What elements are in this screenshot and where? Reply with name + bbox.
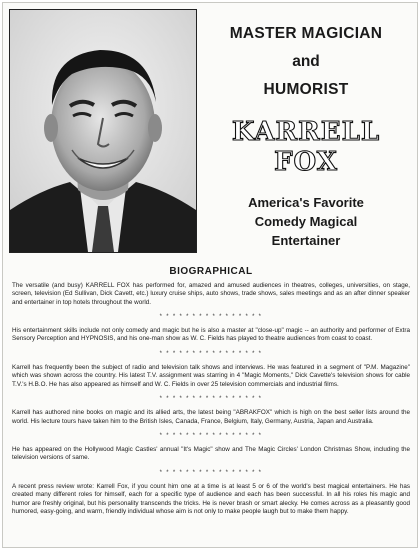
bio-paragraph: His entertainment skills include not only comedy and magic but he is also a master at "close-up" magic -- an authority and performer of Extra Sensory Perception and HYPNOSIS, and his one-man show as W. C. Fields has played to theatre audiences from coast to coast. [12, 327, 410, 343]
flyer-page [2, 2, 418, 548]
title-humorist: HUMORIST [263, 81, 349, 98]
star-divider: * * * * * * * * * * * * * * * * [159, 432, 263, 439]
portrait-image [10, 10, 196, 252]
title-master-magician: MASTER MAGICIAN [229, 25, 383, 42]
header-block [199, 25, 413, 250]
bio-paragraph: A recent press review wrote: Karrell Fox, if you count him one at a time is at least 5 or 6 of the world's best magical entertainers. He has created many different roles for himself, each for a specific type of audience and each has been successful. In all his roles his magic and humor are freshly original, but his personality transcends the tricks. He is never brash or smart alecky. He comes across as a pleasantly good humored, easy-going, and warm, friendly individual whose aim is not only to make people laugh but to make them happy. [12, 483, 410, 515]
bio-paragraph: He has appeared on the Hollywood Magic Castles' annual "It's Magic" show and The Magic Circles' London Christmas Show, including the television versions of same. [12, 446, 410, 462]
performer-name: KARRELL FOX [231, 117, 381, 177]
biography-body [12, 282, 410, 516]
bio-paragraph: Karrell has authored nine books on magic and its allied arts, the latest being "ABRAKFOX" which is high on the best seller lists around the world. His lecture tours have taken him to the British Isles, Canada, France, Belgium, Italy, Germany, Austria, Japan and Australia. [12, 409, 410, 425]
tagline-line2: Comedy Magical [254, 214, 358, 229]
portrait-photo [9, 9, 197, 253]
title-and: and [292, 53, 320, 70]
star-divider: * * * * * * * * * * * * * * * * [159, 395, 263, 402]
tagline-line1: America's Favorite [248, 195, 364, 210]
bio-paragraph: Karrell has frequently been the subject of radio and television talk shows and interviews. He was featured in a segment of "P.M. Magazine" which was shown across the country. His latest T.V. assignment was starring in 4 "Magic Moments," Dick Cavette's television shows for cable T.V.'s H.B.O. He has also appeared as himself and W. C. Fields in over 25 television commercials and industrial films. [12, 364, 410, 388]
star-divider: * * * * * * * * * * * * * * * * [159, 469, 263, 476]
tagline-line3: Entertainer [271, 233, 341, 248]
star-divider: * * * * * * * * * * * * * * * * [159, 313, 263, 320]
star-divider: * * * * * * * * * * * * * * * * [159, 350, 263, 357]
bio-paragraph: The versatile (and busy) KARRELL FOX has performed for, amazed and amused audiences in theatres, colleges, universities, on stage, screen, television (Ed Sullivan, Dick Cavett, etc.) luxury cruise ships, auto shows, trade shows, sales meetings and as an after dinner speaker and entertainer in top hotels throughout the world. [12, 282, 410, 306]
section-title: BIOGRAPHICAL [169, 266, 253, 277]
